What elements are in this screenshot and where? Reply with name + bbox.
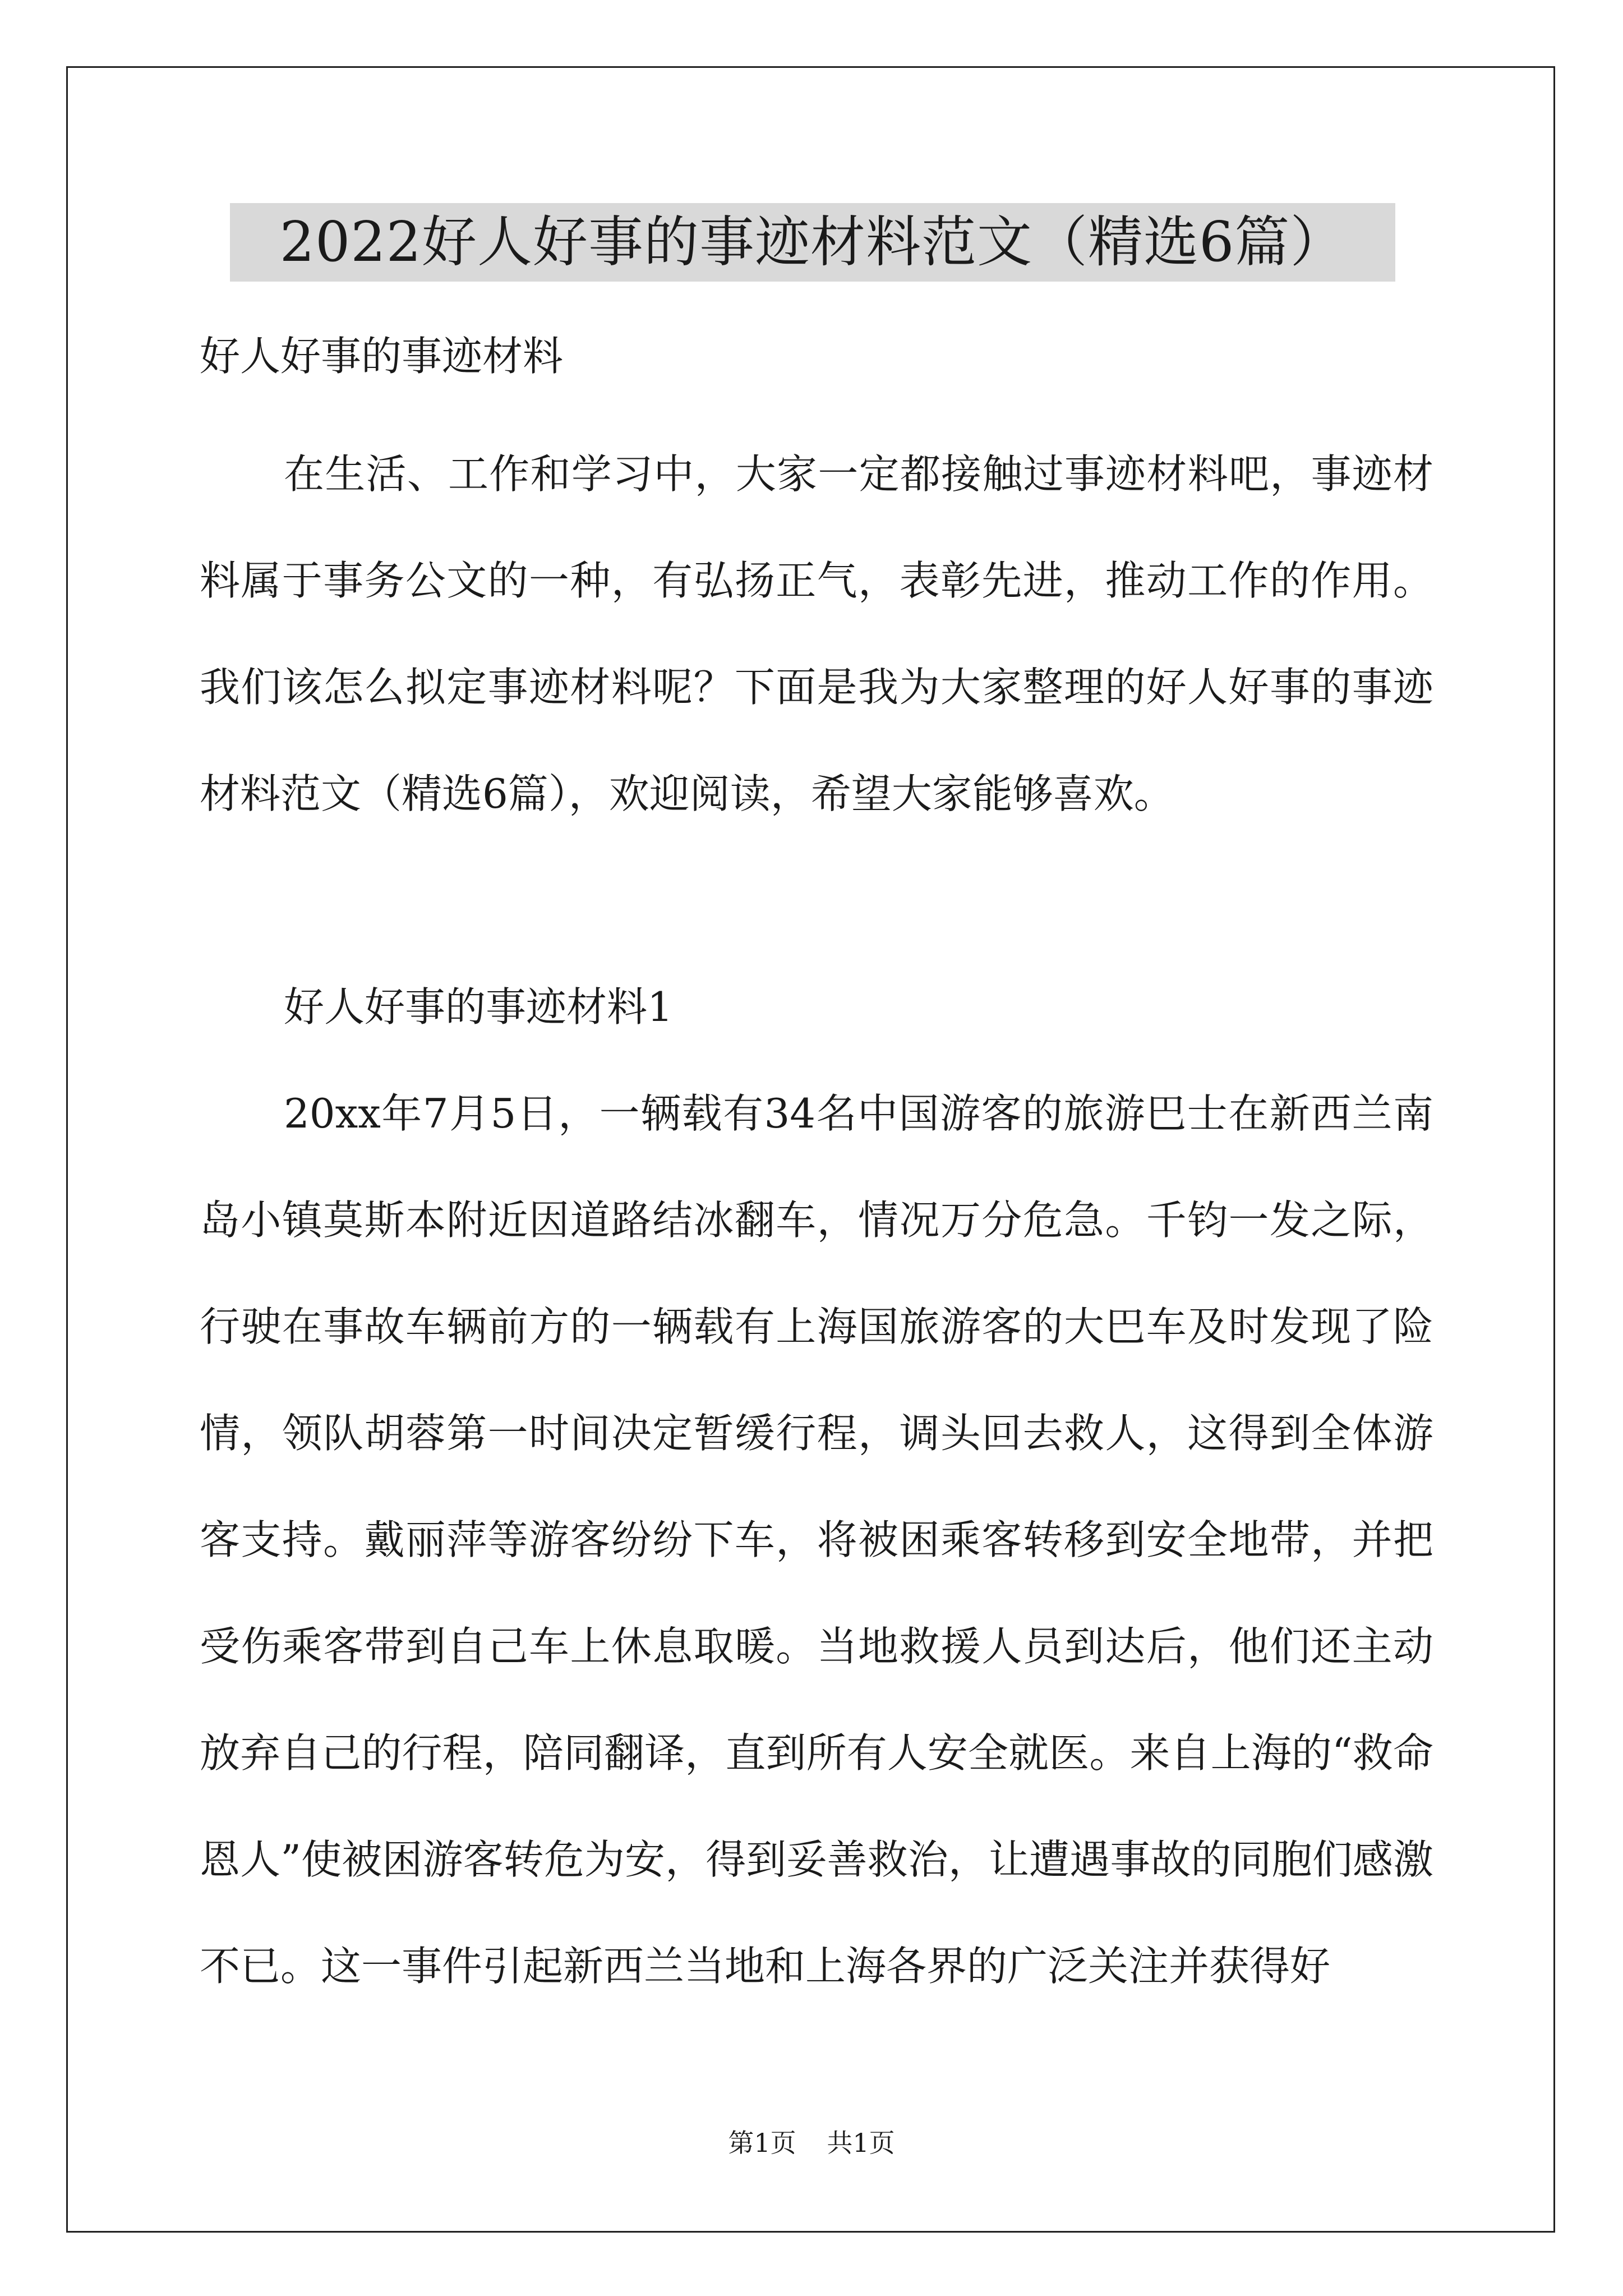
section-heading: 好人好事的事迹材料1 bbox=[284, 983, 673, 1030]
page-current: 第1页 bbox=[728, 2128, 796, 2158]
document-subtitle: 好人好事的事迹材料 bbox=[200, 333, 564, 380]
spacer bbox=[200, 409, 1433, 421]
intro-paragraph: 在生活、工作和学习中，大家一定都接触过事迹材料吧，事迹材料属于事务公文的一种，有弘扬正气，表彰先进，推动工作的作用。我们该怎么拟定事迹材料呢？下面是我为大家整理的好人好事的事迹材料范文（精选6篇），欢迎阅读，希望大家能够喜欢。 bbox=[200, 450, 1433, 817]
section-body-paragraph: 20xx年7月5日，一辆载有34名中国游客的旅游巴士在新西兰南岛小镇莫斯本附近因道路结冰翻车，情况万分危急。千钧一发之际，行驶在事故车辆前方的一辆载有上海国旅游客的大巴车及时发现了险情，领队胡蓉第一时间决定暂缓行程，调头回去救人，这得到全体游客支持。戴丽萍等游客纷纷下车，将被困乘客转移到安全地带，并把受伤乘客带到自己车上休息取暖。当地救援人员到达后，他们还主动放弃自己的行程，陪同翻译，直到所有人安全就医。来自上海的“救命恩人”使被困游客转危为安，得到妥善救治，让遭遇事故的同胞们感激不已。这一事件引起新西兰当地和上海各界的广泛关注并获得好 bbox=[200, 1090, 1433, 1990]
document-body bbox=[200, 303, 1433, 2019]
document-title: 2022好人好事的事迹材料范文（精选6篇） bbox=[230, 203, 1395, 282]
page-total: 共1页 bbox=[827, 2128, 895, 2158]
page-footer bbox=[0, 2126, 1623, 2160]
spacer bbox=[200, 847, 1433, 954]
